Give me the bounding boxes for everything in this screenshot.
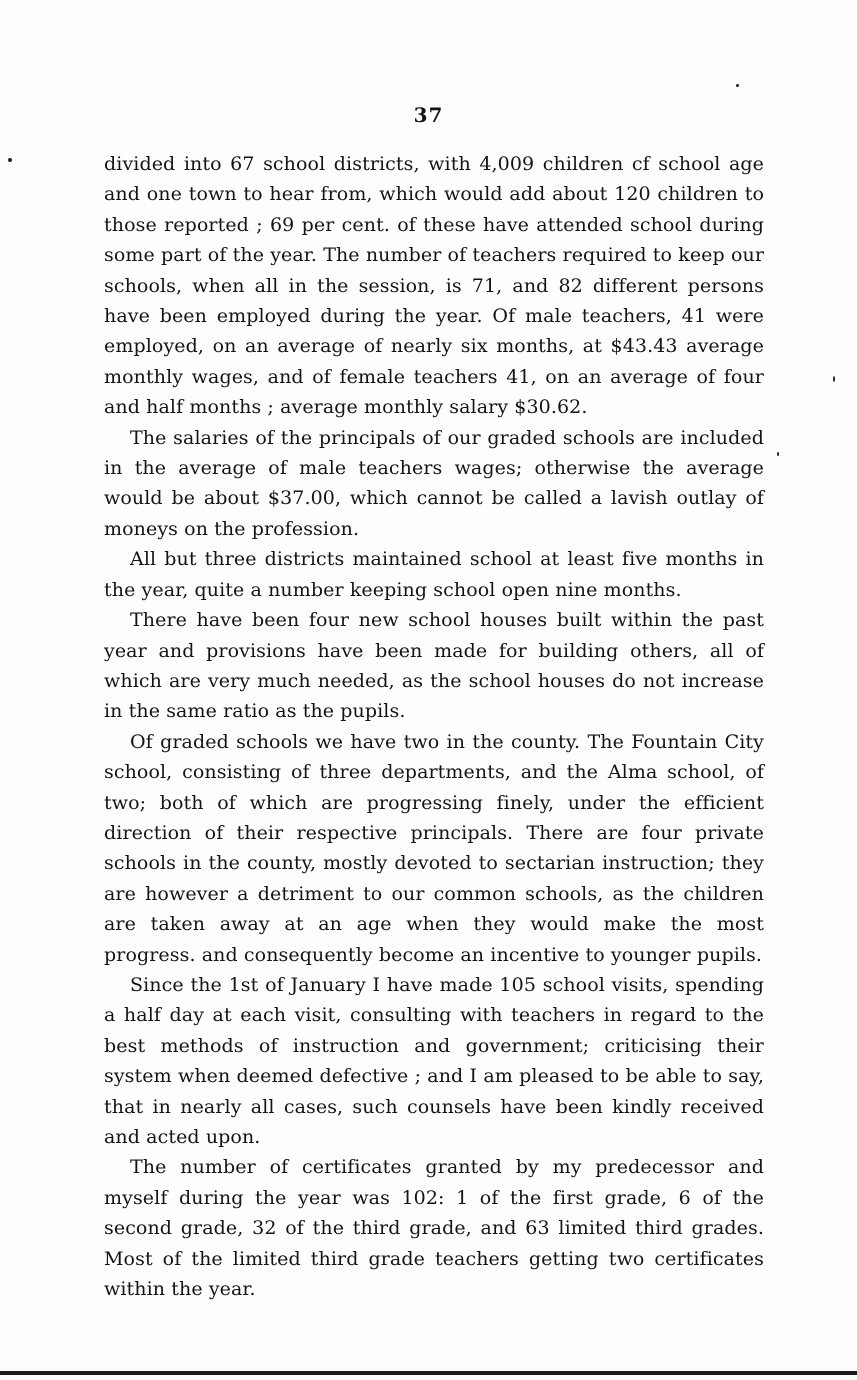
paragraph-graded-schools: Of graded schools we have two in the county. The Fountain City school, consisting of three departments, and the Alma school, of two; both of which are progressing finely, under the efficient direction of their respective principals. There are four private schools in the county, mostly devoted to sectarian instruction; they are however a detriment to our common schools, as the children are taken away at an age when they would make the most progress. and consequently become an incentive to younger pupils. <box>104 730 764 966</box>
scan-speck <box>8 158 12 162</box>
paragraph-continued: divided into 67 school districts, with 4,009 children cf school age and one town to hear from, which would add about 120 children to those reported ; 69 per cent. of these have attended school during some part of the year. The number of teachers required to keep our schools, when all in the session, is 71, and 82 different persons have been employed during the year. Of male teachers, 41 were employed, on an average of nearly six months, at $43.43 average monthly wages, and of female teachers 41, on an average of four and half months ; average monthly salary $30.62. <box>104 153 764 419</box>
scan-speck <box>833 376 835 382</box>
scan-speck <box>777 452 779 456</box>
bottom-border <box>0 1371 857 1375</box>
paragraph-school-houses: There have been four new school houses built within the past year and provisions have been made for building others, all of which are very much needed, as the school houses do not increase in the same ratio as the pupils. <box>104 609 764 723</box>
paragraph-salaries: The salaries of the principals of our graded schools are included in the average of male teachers wages; otherwise the average would be about $37.00, which cannot be called a lavish outlay of moneys on the profession. <box>104 426 764 540</box>
scan-speck <box>736 84 739 87</box>
page-number: 37 <box>413 103 444 127</box>
paragraph-school-visits: Since the 1st of January I have made 105 school visits, spending a half day at each visit, consulting with teachers in regard to the best methods of instruction and government; criticising their system when deemed defective ; and I am pleased to be able to say, that in nearly all cases, such counsels have been kindly received and acted upon. <box>104 973 764 1148</box>
document-body <box>104 149 764 1304</box>
paragraph-certificates: The number of certificates granted by my predecessor and myself during the year was 102: 1 of the first grade, 6 of the second grade, 32 of the third grade, and 63 limited third grades. Most of the limited third grade teachers getting two certificates within the year. <box>104 1156 764 1301</box>
paragraph-school-terms: All but three districts maintained school at least five months in the year, quite a number keeping school open nine months. <box>104 548 764 601</box>
